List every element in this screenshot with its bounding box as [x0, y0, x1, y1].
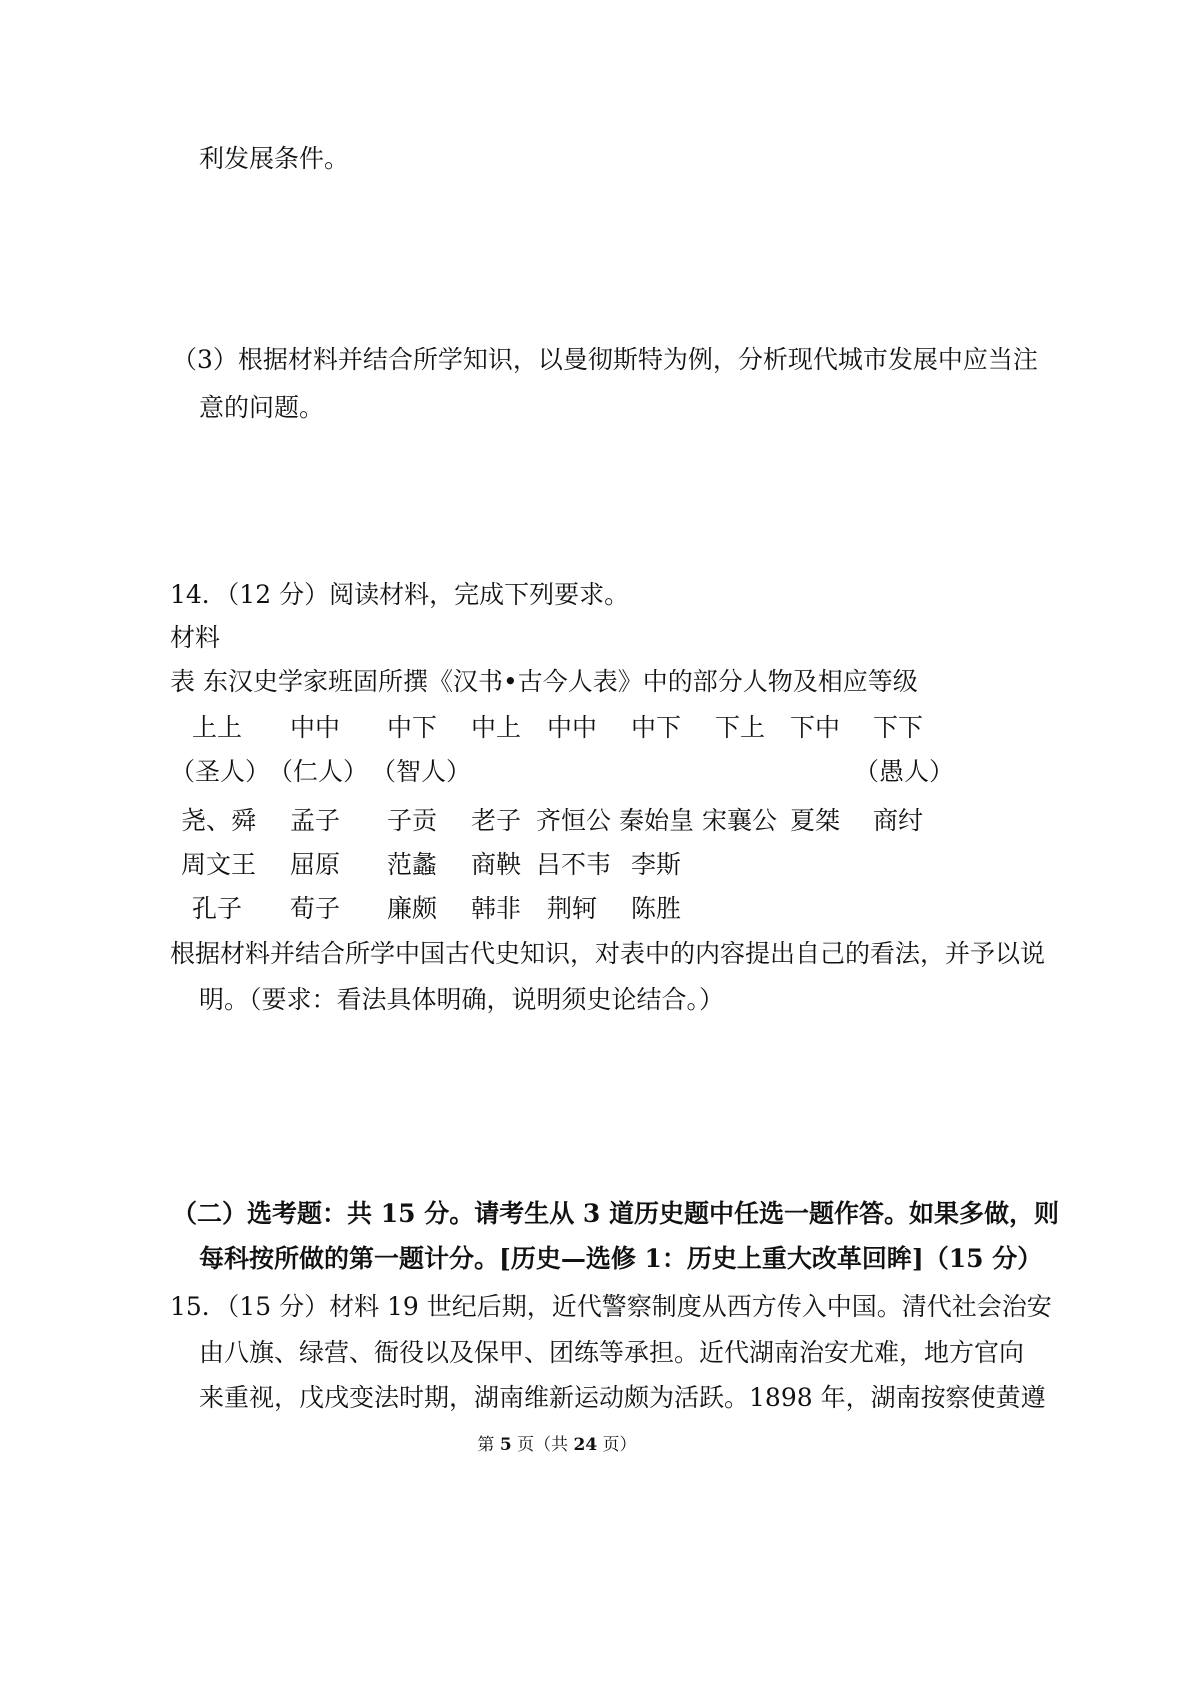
table-cell: 宋襄公	[702, 806, 778, 835]
footer-total-pages: 24	[573, 1435, 598, 1455]
grade-note: （智人）	[371, 757, 472, 786]
grade-header: 下下	[873, 713, 924, 742]
table-cell: 廉颇	[387, 894, 438, 923]
footer-page-number: 5	[499, 1435, 512, 1455]
grade-header: 中中	[290, 713, 341, 742]
table-cell: 范蠡	[387, 850, 438, 879]
q14-question-line2: 明。（要求：看法具体明确，说明须史论结合。）	[199, 985, 725, 1014]
table-cell: 夏桀	[790, 806, 841, 835]
grade-header: 下上	[715, 713, 766, 742]
footer-prefix: 第	[477, 1435, 500, 1455]
table-cell: 尧、舜	[181, 806, 257, 835]
table-cell: 秦始皇	[619, 806, 695, 835]
q15-line2: 由八旗、绿营、衙役以及保甲、团练等承担。近代湖南治安尤难，地方官向	[199, 1338, 1025, 1367]
q14-heading: 14．（12 分）阅读材料，完成下列要求。	[170, 580, 630, 609]
q13-part3-line1: （3）根据材料并结合所学知识，以曼彻斯特为例，分析现代城市发展中应当注	[172, 345, 1038, 374]
q15-line1: 15．（15 分）材料 19 世纪后期，近代警察制度从西方传入中国。清代社会治安	[170, 1292, 1052, 1321]
table-cell: 周文王	[181, 850, 257, 879]
table-cell: 子贡	[387, 806, 438, 835]
grade-header: 上上	[192, 713, 243, 742]
table-cell: 屈原	[290, 850, 341, 879]
grade-note: （圣人）	[170, 757, 271, 786]
table-cell: 商纣	[873, 806, 924, 835]
table-cell: 韩非	[471, 894, 522, 923]
table-cell: 吕不韦	[536, 850, 612, 879]
grade-note: （仁人）	[268, 757, 369, 786]
table-cell: 荀子	[290, 894, 341, 923]
q13-tail-text: 利发展条件。	[199, 144, 350, 173]
grade-header: 下中	[790, 713, 841, 742]
footer-suffix: 页）	[597, 1435, 637, 1455]
table-cell: 老子	[471, 806, 522, 835]
material-label: 材料	[170, 623, 221, 652]
table-cell: 李斯	[631, 850, 682, 879]
q14-question-line1: 根据材料并结合所学中国古代史知识，对表中的内容提出自己的看法，并予以说	[170, 939, 1046, 968]
table-cell: 孔子	[192, 894, 243, 923]
footer-middle: 页（共	[511, 1435, 574, 1455]
table-cell: 孟子	[290, 806, 341, 835]
table-cell: 齐恒公	[536, 806, 612, 835]
grade-header: 中上	[471, 713, 522, 742]
table-caption: 表 东汉史学家班固所撰《汉书•古今人表》中的部分人物及相应等级	[170, 667, 918, 696]
grade-note: （愚人）	[854, 757, 955, 786]
table-cell: 商鞅	[471, 850, 522, 879]
page-footer	[0, 1434, 1114, 1456]
grade-header: 中中	[547, 713, 598, 742]
q13-part3-line2: 意的问题。	[199, 393, 325, 422]
q15-line3: 来重视，戊戌变法时期，湖南维新运动颇为活跃。1898 年，湖南按察使黄遵	[199, 1383, 1046, 1412]
grade-header: 中下	[631, 713, 682, 742]
section2-heading-line2: 每科按所做的第一题计分。[历史—选修 1：历史上重大改革回眸]（15 分）	[199, 1244, 1043, 1273]
table-cell: 荆轲	[547, 894, 598, 923]
section2-heading-line1: （二）选考题：共 15 分。请考生从 3 道历史题中任选一题作答。如果多做，则	[172, 1199, 1060, 1228]
grade-header: 中下	[387, 713, 438, 742]
table-cell: 陈胜	[631, 894, 682, 923]
